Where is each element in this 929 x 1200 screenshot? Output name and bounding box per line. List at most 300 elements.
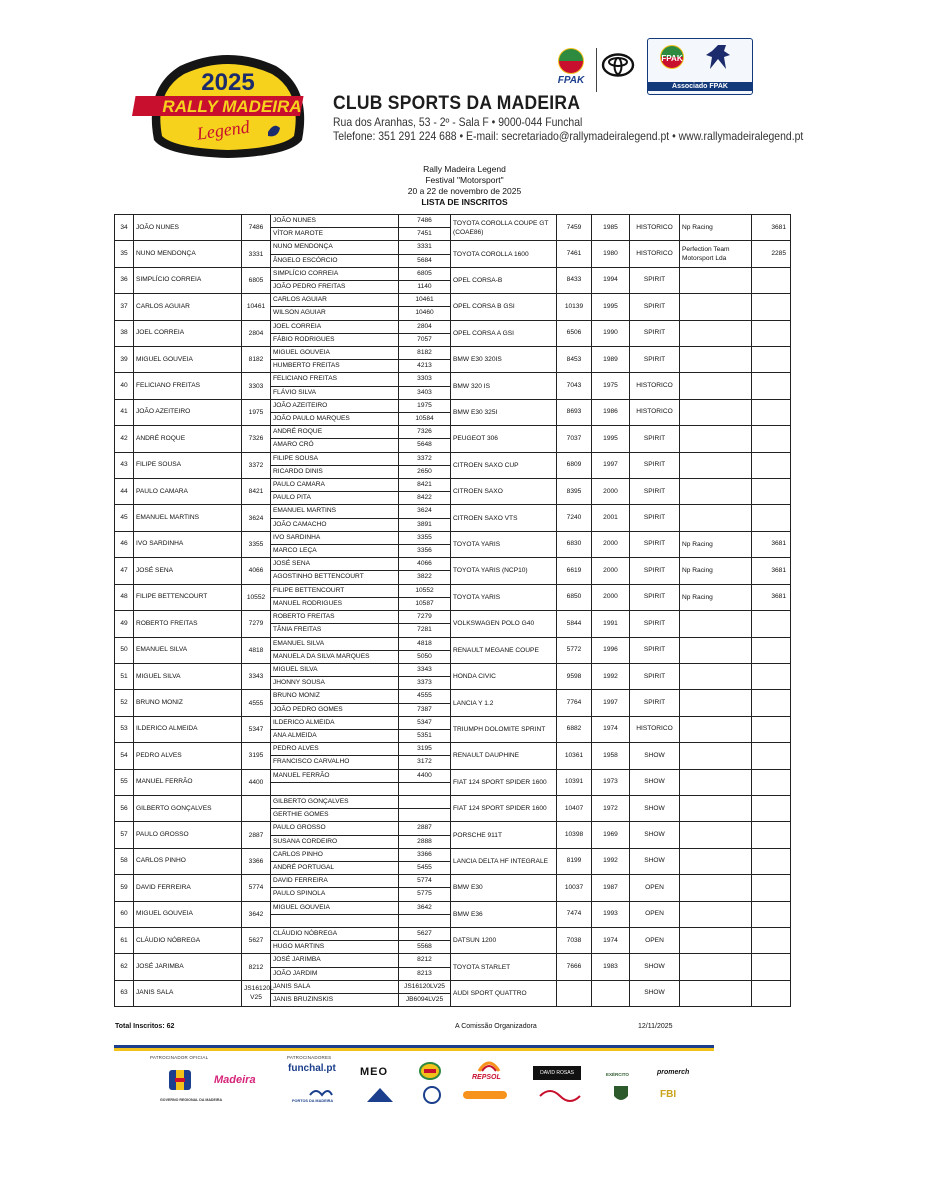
team-license	[752, 769, 791, 795]
car-model: CITROEN SAXO VTS	[451, 505, 557, 531]
car-model: TOYOTA YARIS	[451, 531, 557, 557]
car-model: LANCIA Y 1.2	[451, 690, 557, 716]
team-license	[752, 875, 791, 901]
team-license: 3681	[752, 531, 791, 557]
sponsor-badge-icon	[420, 1086, 444, 1104]
entrant-license: 7326	[242, 426, 271, 452]
driver-license: 3343	[399, 663, 451, 676]
codriver-license: 3373	[399, 677, 451, 690]
table-row	[115, 637, 791, 650]
driver-name: CARLOS PINHO	[271, 848, 399, 861]
driver-name: MIGUEL GOUVEIA	[271, 347, 399, 360]
entry-number: 43	[115, 452, 134, 478]
sponsor-shield-icon	[612, 1084, 630, 1104]
team-license	[752, 822, 791, 848]
car-model: BMW E30 320IS	[451, 347, 557, 373]
team-license	[752, 980, 791, 1006]
fpak-box-text: FPAK	[661, 54, 683, 63]
david-rosas-logo: DAVID ROSAS	[533, 1066, 581, 1080]
table-row	[115, 611, 791, 624]
event-dates: 20 a 22 de novembro de 2025	[407, 186, 522, 196]
driver-name: PAULO CAMARA	[271, 479, 399, 492]
car-year: 2001	[592, 505, 630, 531]
driver-name: CLÁUDIO NÓBREGA	[271, 927, 399, 940]
codriver-license: 5775	[399, 888, 451, 901]
codriver-license	[399, 914, 451, 927]
car-model: TOYOTA YARIS (NCP10)	[451, 558, 557, 584]
codriver-name	[271, 782, 399, 795]
entry-number: 42	[115, 426, 134, 452]
fpak-box-label: Associado FPAK	[648, 82, 752, 91]
team-license: 3681	[752, 558, 791, 584]
car-year: 1958	[592, 743, 630, 769]
entrant-license: 5627	[242, 927, 271, 953]
car-year: 1983	[592, 954, 630, 980]
entry-number: 60	[115, 901, 134, 927]
codriver-license: JB6094LV25	[399, 993, 451, 1006]
entrant-license: 7279	[242, 611, 271, 637]
table-row	[115, 479, 791, 492]
ptn-number: 6882	[557, 716, 592, 742]
entrant-name: ROBERTO FREITAS	[134, 611, 242, 637]
ptn-number: 8693	[557, 399, 592, 425]
codriver-license: 7451	[399, 228, 451, 241]
codriver-license: 3356	[399, 545, 451, 558]
car-class: SPIRIT	[630, 347, 680, 373]
table-row	[115, 426, 791, 439]
driver-license: 7486	[399, 215, 451, 228]
entrant-name: MIGUEL SILVA	[134, 663, 242, 689]
entrant-license: 8182	[242, 347, 271, 373]
driver-name: MIGUEL GOUVEIA	[271, 901, 399, 914]
team-license	[752, 611, 791, 637]
team-name	[680, 663, 752, 689]
team-name	[680, 769, 752, 795]
team-license	[752, 294, 791, 320]
car-class: SPIRIT	[630, 505, 680, 531]
driver-license: 4555	[399, 690, 451, 703]
driver-name: FILIPE BETTENCOURT	[271, 584, 399, 597]
club-address: Rua dos Aranhas, 53 - 2º - Sala F • 9000-044 Funchal	[333, 116, 583, 129]
table-row	[115, 901, 791, 914]
codriver-name: HUGO MARTINS	[271, 941, 399, 954]
codriver-name: ÂNGELO ESCÓRCIO	[271, 254, 399, 267]
ptn-number: 10361	[557, 743, 592, 769]
car-class: SHOW	[630, 795, 680, 821]
entry-number: 61	[115, 927, 134, 953]
ptn-number: 8199	[557, 848, 592, 874]
driver-license: 4818	[399, 637, 451, 650]
codriver-name: RICARDO DINIS	[271, 465, 399, 478]
ptn-number	[557, 980, 592, 1006]
codriver-license: 8213	[399, 967, 451, 980]
fpak-associate-badge	[647, 38, 753, 95]
car-class: SPIRIT	[630, 452, 680, 478]
driver-license: 3366	[399, 848, 451, 861]
driver-name: JOÃO AZEITEIRO	[271, 399, 399, 412]
entry-number: 35	[115, 241, 134, 267]
car-model: BMW 320 IS	[451, 373, 557, 399]
entrant-license: 3343	[242, 663, 271, 689]
codriver-name: FLÁVIO SILVA	[271, 386, 399, 399]
portos-icon	[308, 1083, 334, 1099]
madeira-government-crest-icon	[163, 1068, 197, 1096]
codriver-name: JOÃO JARDIM	[271, 967, 399, 980]
entry-number: 58	[115, 848, 134, 874]
table-row	[115, 347, 791, 360]
codriver-name: VÍTOR MAROTE	[271, 228, 399, 241]
codriver-license: 10587	[399, 597, 451, 610]
driver-license: 3195	[399, 743, 451, 756]
table-row	[115, 663, 791, 676]
team-name	[680, 980, 752, 1006]
ptn-number: 10139	[557, 294, 592, 320]
logo-legend: Legend	[195, 116, 251, 144]
table-row	[115, 954, 791, 967]
codriver-name: ANA ALMEIDA	[271, 729, 399, 742]
table-row	[115, 716, 791, 729]
sponsor-wave-icon	[463, 1089, 507, 1101]
entrant-name: ANDRÉ ROQUE	[134, 426, 242, 452]
team-name	[680, 320, 752, 346]
entrant-name: JOEL CORREIA	[134, 320, 242, 346]
driver-license: JS16120LV25	[399, 980, 451, 993]
car-model: RENAULT MEGANE COUPE	[451, 637, 557, 663]
codriver-name: HUMBERTO FREITAS	[271, 360, 399, 373]
entrant-name: GILBERTO GONÇALVES	[134, 795, 242, 821]
driver-license: 2887	[399, 822, 451, 835]
car-class: HISTORICO	[630, 215, 680, 241]
driver-name: JOSÉ JARIMBA	[271, 954, 399, 967]
ptn-number: 7038	[557, 927, 592, 953]
driver-name: EMANUEL SILVA	[271, 637, 399, 650]
team-license	[752, 320, 791, 346]
entry-number: 53	[115, 716, 134, 742]
fpak-badge-emblem	[648, 39, 750, 79]
driver-name: MIGUEL SILVA	[271, 663, 399, 676]
entrant-name: FELICIANO FREITAS	[134, 373, 242, 399]
team-license	[752, 505, 791, 531]
madeira-brand-logo: Madeira	[214, 1074, 256, 1086]
logo-year: 2025	[201, 69, 255, 96]
entry-number: 39	[115, 347, 134, 373]
entrant-license: 6805	[242, 267, 271, 293]
codriver-name: FRANCISCO CARVALHO	[271, 756, 399, 769]
table-row	[115, 848, 791, 861]
ptn-number: 7043	[557, 373, 592, 399]
codriver-name: ANDRÉ PORTUGAL	[271, 861, 399, 874]
event-title: Rally Madeira Legend	[423, 164, 506, 174]
codriver-license: 2888	[399, 835, 451, 848]
car-class: SHOW	[630, 822, 680, 848]
entry-number: 62	[115, 954, 134, 980]
table-row	[115, 215, 791, 228]
entrant-license: 3642	[242, 901, 271, 927]
entry-number: 59	[115, 875, 134, 901]
car-year: 1987	[592, 875, 630, 901]
team-name	[680, 479, 752, 505]
entrant-license: 7486	[242, 215, 271, 241]
car-year: 1996	[592, 637, 630, 663]
car-class: SPIRIT	[630, 426, 680, 452]
car-class: SPIRIT	[630, 479, 680, 505]
driver-license: 3331	[399, 241, 451, 254]
team-license	[752, 479, 791, 505]
team-name	[680, 426, 752, 452]
car-year: 1973	[592, 769, 630, 795]
team-name	[680, 848, 752, 874]
team-license	[752, 637, 791, 663]
car-class: SPIRIT	[630, 611, 680, 637]
codriver-license: 2650	[399, 465, 451, 478]
table-row	[115, 452, 791, 465]
team-name	[680, 294, 752, 320]
car-year: 1995	[592, 294, 630, 320]
fpak-logo-small	[551, 45, 591, 91]
entrant-name: FILIPE SOUSA	[134, 452, 242, 478]
madeira-government-text: GOVERNO REGIONAL DA MADEIRA	[160, 1098, 223, 1102]
organizing-committee: A Comissão Organizadora	[455, 1023, 537, 1030]
driver-name: PAULO GROSSO	[271, 822, 399, 835]
team-name	[680, 954, 752, 980]
car-model: TOYOTA STARLET	[451, 954, 557, 980]
entrant-name: CARLOS PINHO	[134, 848, 242, 874]
codriver-name: PAULO PITA	[271, 492, 399, 505]
entrant-name: ILDERICO ALMEIDA	[134, 716, 242, 742]
entry-number: 57	[115, 822, 134, 848]
entry-number: 55	[115, 769, 134, 795]
table-row	[115, 399, 791, 412]
driver-license: 8182	[399, 347, 451, 360]
codriver-name: JOÃO CAMACHO	[271, 518, 399, 531]
entrant-license: 4400	[242, 769, 271, 795]
ptn-number: 6809	[557, 452, 592, 478]
entry-number: 54	[115, 743, 134, 769]
driver-name: GILBERTO GONÇALVES	[271, 795, 399, 808]
entrant-name: SIMPLÍCIO CORREIA	[134, 267, 242, 293]
table-row	[115, 294, 791, 307]
driver-name: FILIPE SOUSA	[271, 452, 399, 465]
entrant-name: FILIPE BETTENCOURT	[134, 584, 242, 610]
codriver-name: AMARO CRÓ	[271, 439, 399, 452]
entrant-license: 8421	[242, 479, 271, 505]
codriver-license: 5351	[399, 729, 451, 742]
car-class: SPIRIT	[630, 637, 680, 663]
entrant-license: 1975	[242, 399, 271, 425]
club-contact: Telefone: 351 291 224 688 • E-mail: secretariado@rallymadeiralegend.pt • www.rallymadeiralegend.pt	[333, 130, 804, 143]
driver-license: 3372	[399, 452, 451, 465]
car-class: SPIRIT	[630, 531, 680, 557]
car-model: TOYOTA COROLLA 1600	[451, 241, 557, 267]
ptn-number: 10398	[557, 822, 592, 848]
entrant-name: MANUEL FERRÃO	[134, 769, 242, 795]
entrant-license: 10461	[242, 294, 271, 320]
entrant-name: PAULO GROSSO	[134, 822, 242, 848]
team-license	[752, 426, 791, 452]
entrant-license: 8212	[242, 954, 271, 980]
team-name: Np Racing	[680, 584, 752, 610]
driver-license: 5774	[399, 875, 451, 888]
codriver-license: 7281	[399, 624, 451, 637]
car-class: HISTORICO	[630, 241, 680, 267]
club-name: CLUB SPORTS DA MADEIRA	[333, 93, 581, 114]
entrant-name: CLÁUDIO NÓBREGA	[134, 927, 242, 953]
driver-license: 5347	[399, 716, 451, 729]
codriver-name: AGOSTINHO BETTENCOURT	[271, 571, 399, 584]
codriver-license	[399, 782, 451, 795]
entries-table	[114, 214, 791, 1007]
team-license	[752, 901, 791, 927]
car-year: 1997	[592, 452, 630, 478]
driver-name: NUNO MENDONÇA	[271, 241, 399, 254]
codriver-license: 8422	[399, 492, 451, 505]
team-license	[752, 347, 791, 373]
entry-number: 48	[115, 584, 134, 610]
codriver-name: JOÃO PAULO MARQUES	[271, 413, 399, 426]
driver-name: JOÃO NUNES	[271, 215, 399, 228]
entrant-license: 3372	[242, 452, 271, 478]
entrant-license: 3195	[242, 743, 271, 769]
car-year: 1997	[592, 690, 630, 716]
entry-number: 52	[115, 690, 134, 716]
car-year: 1995	[592, 426, 630, 452]
car-year: 2000	[592, 558, 630, 584]
car-year: 1969	[592, 822, 630, 848]
entrant-license: 5347	[242, 716, 271, 742]
codriver-name	[271, 914, 399, 927]
car-model: DATSUN 1200	[451, 927, 557, 953]
ptn-number: 7240	[557, 505, 592, 531]
team-name	[680, 743, 752, 769]
car-year: 1972	[592, 795, 630, 821]
car-year: 1992	[592, 848, 630, 874]
car-class: SHOW	[630, 980, 680, 1006]
ptn-number: 7037	[557, 426, 592, 452]
entry-number: 50	[115, 637, 134, 663]
header-divider	[596, 48, 597, 92]
ptn-number: 8433	[557, 267, 592, 293]
codriver-name: MARCO LEÇA	[271, 545, 399, 558]
driver-name: DAVID FERREIRA	[271, 875, 399, 888]
team-name	[680, 399, 752, 425]
car-model: PEUGEOT 306	[451, 426, 557, 452]
driver-license: 2804	[399, 320, 451, 333]
ptn-number: 8395	[557, 479, 592, 505]
driver-name: BRUNO MONIZ	[271, 690, 399, 703]
codriver-license: 7057	[399, 333, 451, 346]
car-year: 1974	[592, 716, 630, 742]
table-row	[115, 584, 791, 597]
car-model: OPEL CORSA A GSI	[451, 320, 557, 346]
team-name: Perfection Team Motorsport Lda	[680, 241, 752, 267]
driver-license	[399, 795, 451, 808]
entrant-license: 4066	[242, 558, 271, 584]
toyota-logo	[601, 52, 635, 78]
entrant-name: IVO SARDINHA	[134, 531, 242, 557]
car-year: 2000	[592, 584, 630, 610]
car-model: CITROEN SAXO	[451, 479, 557, 505]
table-row	[115, 505, 791, 518]
car-class: SPIRIT	[630, 320, 680, 346]
table-row	[115, 927, 791, 940]
team-license	[752, 743, 791, 769]
table-row	[115, 690, 791, 703]
codriver-license: 1140	[399, 281, 451, 294]
codriver-name: JHONNY SOUSA	[271, 677, 399, 690]
team-name: Np Racing	[680, 215, 752, 241]
ptn-number: 9598	[557, 663, 592, 689]
entrant-license: JS16120L V25	[242, 980, 271, 1006]
car-year: 1975	[592, 373, 630, 399]
entrant-name: DAVID FERREIRA	[134, 875, 242, 901]
driver-license: 3642	[399, 901, 451, 914]
car-year: 1989	[592, 347, 630, 373]
car-model: AUDI SPORT QUATTRO	[451, 980, 557, 1006]
entrant-name: MIGUEL GOUVEIA	[134, 901, 242, 927]
car-model: BMW E30 325I	[451, 399, 557, 425]
entrant-license	[242, 795, 271, 821]
driver-license: 3624	[399, 505, 451, 518]
ptn-number: 6850	[557, 584, 592, 610]
codriver-name: MANUELA DA SILVA MARQUES	[271, 650, 399, 663]
entrant-name: CARLOS AGUIAR	[134, 294, 242, 320]
car-class: SHOW	[630, 769, 680, 795]
ptn-number: 6830	[557, 531, 592, 557]
driver-name: FELICIANO FREITAS	[271, 373, 399, 386]
team-name	[680, 795, 752, 821]
car-model: OPEL CORSA B GSI	[451, 294, 557, 320]
car-class: SPIRIT	[630, 663, 680, 689]
car-year: 2000	[592, 531, 630, 557]
car-class: SPIRIT	[630, 558, 680, 584]
driver-name: SIMPLÍCIO CORREIA	[271, 267, 399, 280]
entrant-license: 3303	[242, 373, 271, 399]
car-model: OPEL CORSA-B	[451, 267, 557, 293]
team-name: Np Racing	[680, 531, 752, 557]
entrant-license: 3624	[242, 505, 271, 531]
entry-number: 38	[115, 320, 134, 346]
entrant-license: 5774	[242, 875, 271, 901]
car-model: FIAT 124 SPORT SPIDER 1600	[451, 769, 557, 795]
entrant-license: 2804	[242, 320, 271, 346]
codriver-license: 5050	[399, 650, 451, 663]
driver-license: 8421	[399, 479, 451, 492]
festival-title: Festival "Motorsport"	[425, 175, 504, 185]
car-model: BMW E36	[451, 901, 557, 927]
team-license: 3681	[752, 584, 791, 610]
team-name	[680, 901, 752, 927]
table-row	[115, 241, 791, 254]
logo-title: RALLY MADEIRA	[162, 97, 302, 116]
team-name	[680, 611, 752, 637]
table-row	[115, 743, 791, 756]
ptn-number: 10391	[557, 769, 592, 795]
team-name: Np Racing	[680, 558, 752, 584]
team-name	[680, 716, 752, 742]
entrant-license: 10552	[242, 584, 271, 610]
entrant-license: 4555	[242, 690, 271, 716]
list-title: LISTA DE INSCRITOS	[421, 197, 508, 207]
table-row	[115, 320, 791, 333]
driver-name: ILDERICO ALMEIDA	[271, 716, 399, 729]
driver-name: JANIS SALA	[271, 980, 399, 993]
ptn-number: 8453	[557, 347, 592, 373]
driver-name: CARLOS AGUIAR	[271, 294, 399, 307]
team-license: 2285	[752, 241, 791, 267]
driver-name: ROBERTO FREITAS	[271, 611, 399, 624]
ptn-number: 6619	[557, 558, 592, 584]
codriver-name: TÂNIA FREITAS	[271, 624, 399, 637]
